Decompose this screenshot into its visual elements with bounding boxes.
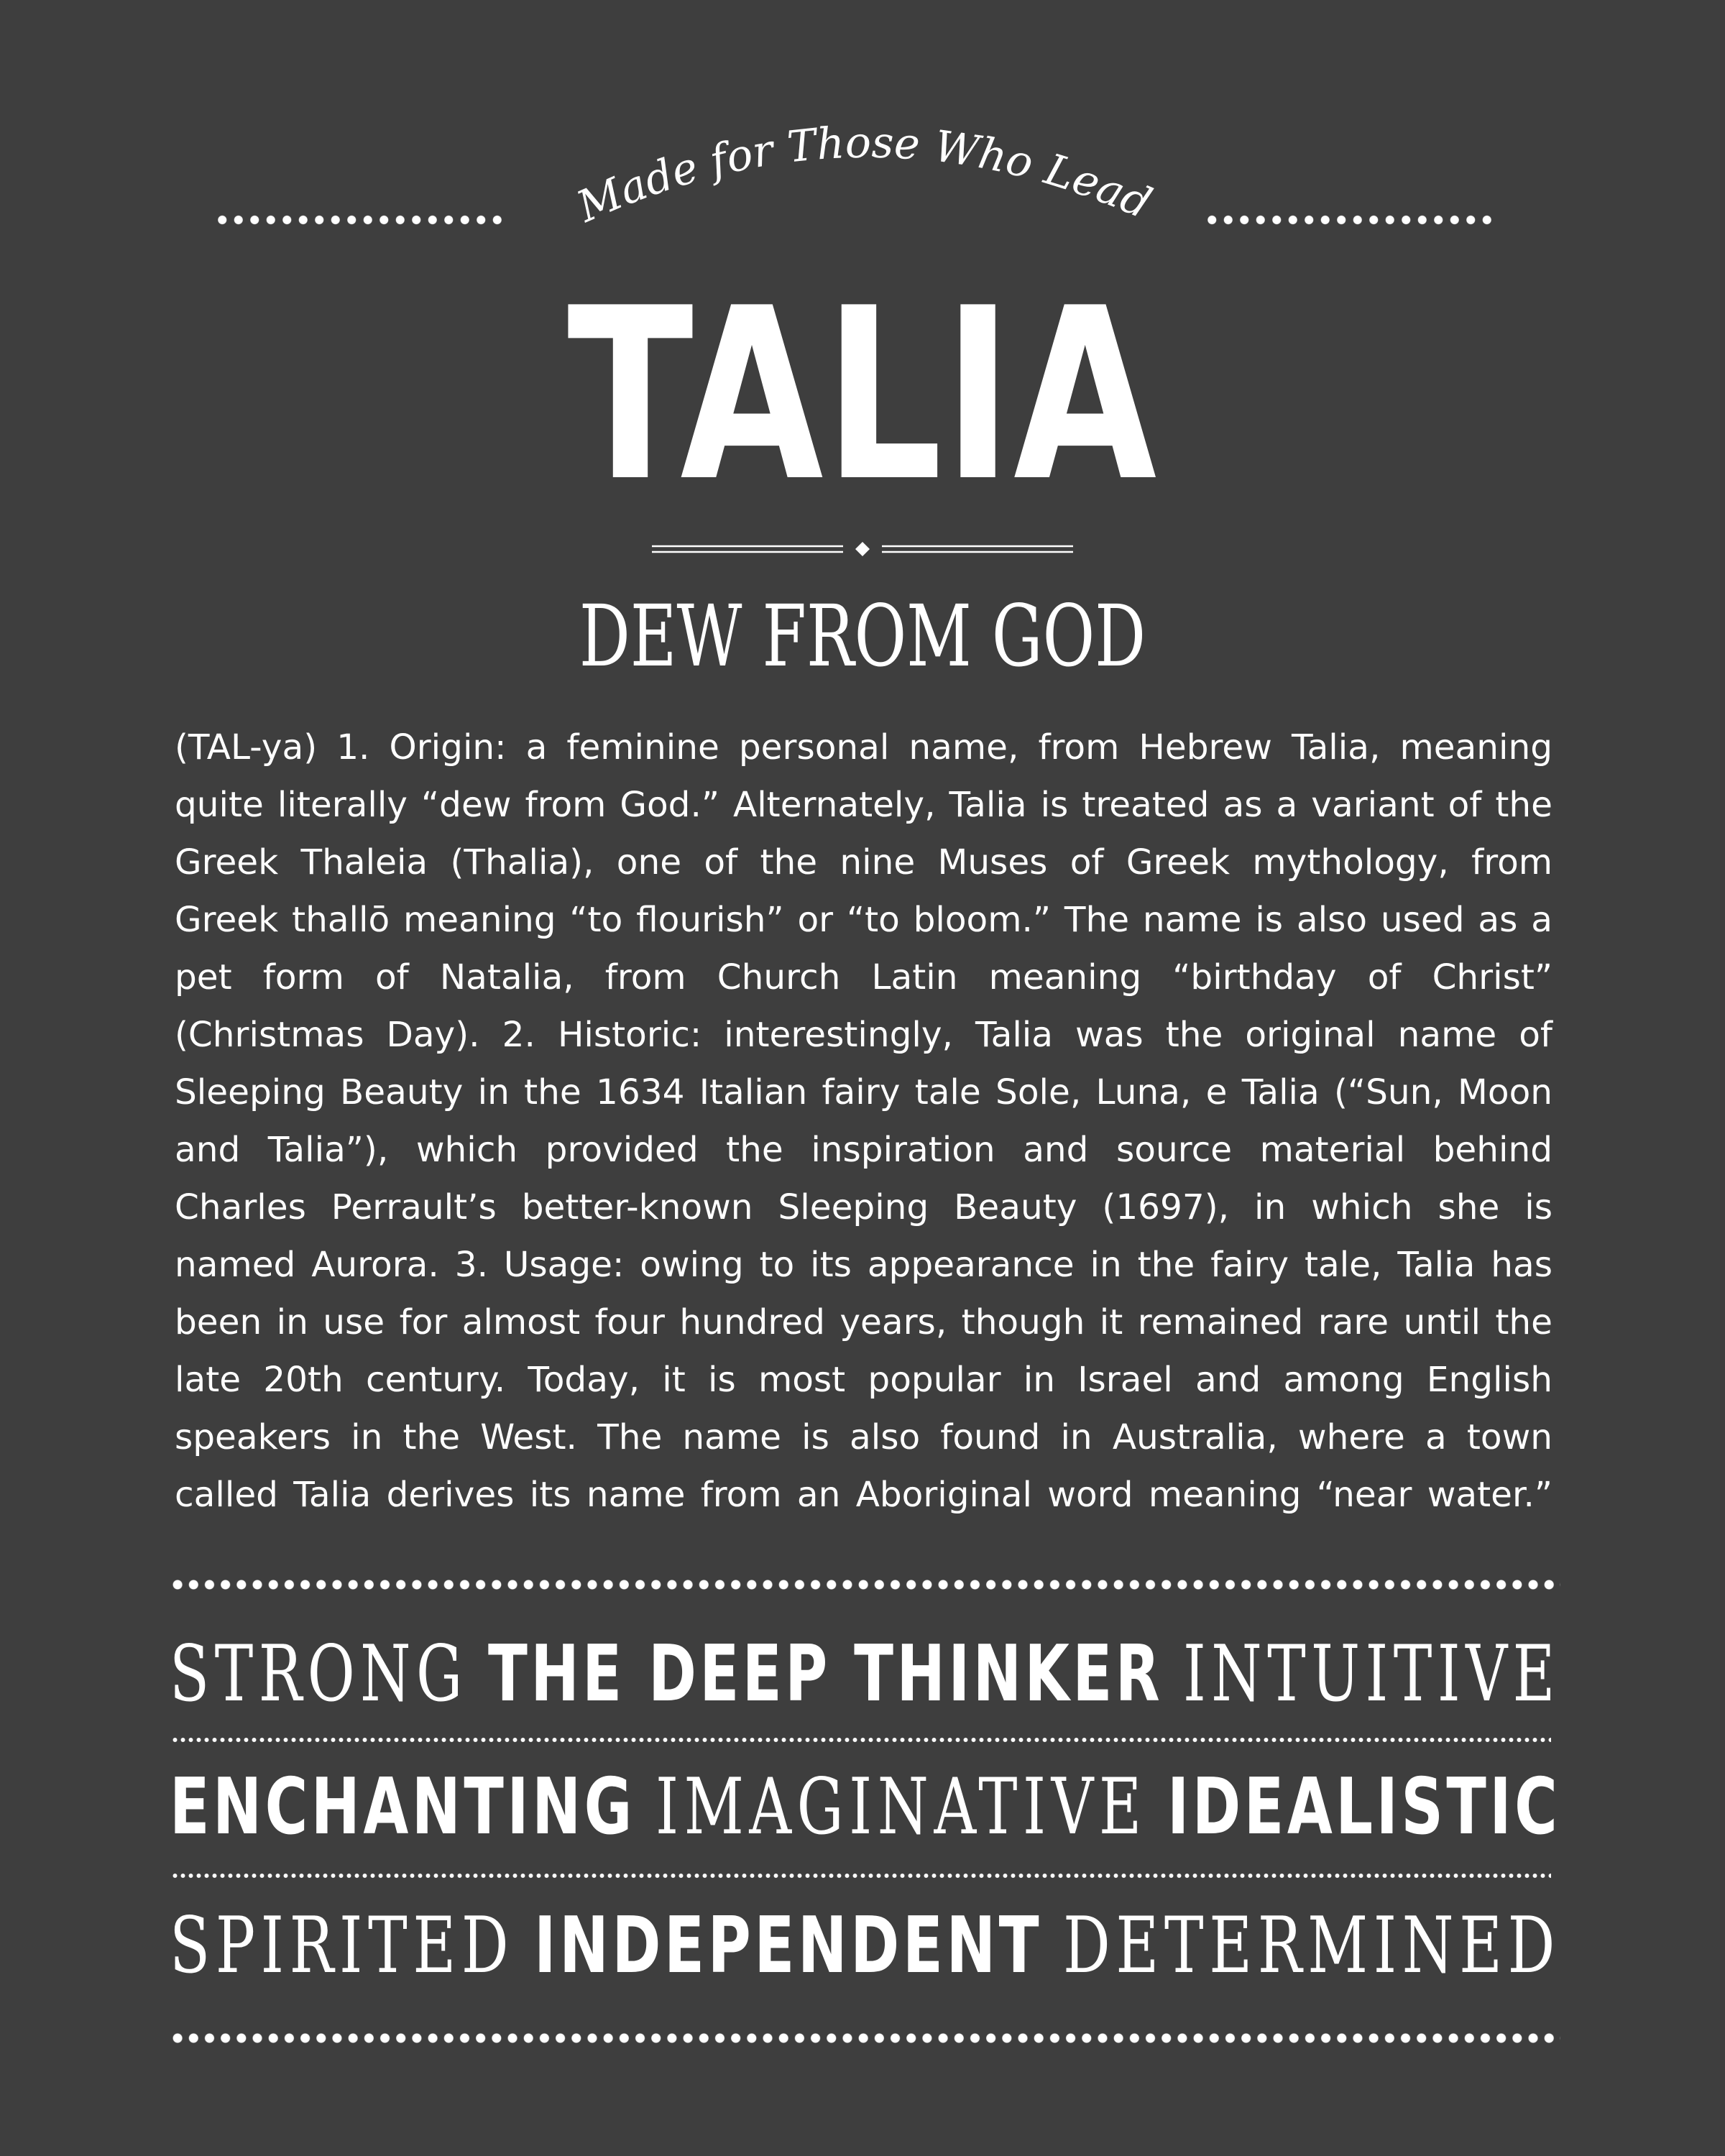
dotted-divider-bottom (170, 2031, 1560, 2045)
dotted-divider-middle (170, 1577, 1560, 1592)
trait-word: STRONG (170, 1629, 468, 1719)
trait-word: IMAGINATIVE (656, 1762, 1147, 1852)
description-line: called Talia derives its name from an Aboriginal word meaning “near water.” (175, 1475, 1552, 1515)
trait-word: IDEALISTIC (1167, 1762, 1561, 1852)
description-line: pet form of Natalia, from Church Latin meaning “birthday of Christ” (175, 957, 1552, 998)
description-line: Greek thallō meaning “to flourish” or “to bloom.” The name is also used as a (175, 900, 1552, 940)
description-line: named Aurora. 3. Usage: owing to its appearance in the fairy tale, Talia has (175, 1245, 1552, 1285)
diamond-ornament-divider (650, 539, 1075, 559)
dotted-divider-row-2 (171, 1873, 1551, 1879)
description-line: Greek Thaleia (Thalia), one of the nine Muses of Greek mythology, from (175, 842, 1552, 883)
description-line: quite literally “dew from God.” Alternately, Talia is treated as a variant of the (175, 785, 1552, 825)
trait-word: THE DEEP THINKER (487, 1629, 1164, 1719)
description-line: Sleeping Beauty in the 1634 Italian fairy tale Sole, Luna, e Talia (“Sun, Moon (175, 1072, 1552, 1112)
name-description (175, 719, 1552, 1524)
trait-word: INTUITIVE (1183, 1629, 1561, 1719)
trait-word: DETERMINED (1062, 1901, 1560, 1991)
diamond-icon (855, 542, 870, 556)
tagline-arc (0, 108, 1725, 266)
tagline-text (569, 118, 1159, 233)
trait-row-1 (170, 1631, 1560, 1718)
dotted-divider-top-left (214, 213, 505, 226)
description-line: Charles Perrault’s better-known Sleeping Beauty (1697), in which she is (175, 1187, 1552, 1227)
name-meaning: DEW FROM GOD (579, 586, 1146, 686)
trait-row-2 (170, 1764, 1560, 1851)
description-line: been in use for almost four hundred years, though it remained rare until the (175, 1302, 1552, 1342)
description-line: speakers in the West. The name is also found in Australia, where a town (175, 1417, 1552, 1457)
tagline: Made for Those Who Lead (569, 117, 1159, 233)
dotted-divider-top-right (1204, 213, 1495, 226)
trait-row-3 (170, 1903, 1560, 1989)
description-line: (Christmas Day). 2. Historic: interestingly, Talia was the original name of (175, 1015, 1552, 1055)
dotted-divider-row-1 (171, 1737, 1551, 1743)
name-title: TALIA (567, 257, 1158, 533)
trait-word: ENCHANTING (170, 1762, 635, 1852)
description-line: (TAL-ya) 1. Origin: a feminine personal name, from Hebrew Talia, meaning (175, 727, 1552, 768)
description-line: late 20th century. Today, it is most popular in Israel and among English (175, 1360, 1552, 1400)
trait-word: INDEPENDENT (534, 1901, 1043, 1991)
description-line: and Talia”), which provided the inspiration and source material behind (175, 1130, 1552, 1170)
trait-word: SPIRITED (170, 1901, 515, 1991)
